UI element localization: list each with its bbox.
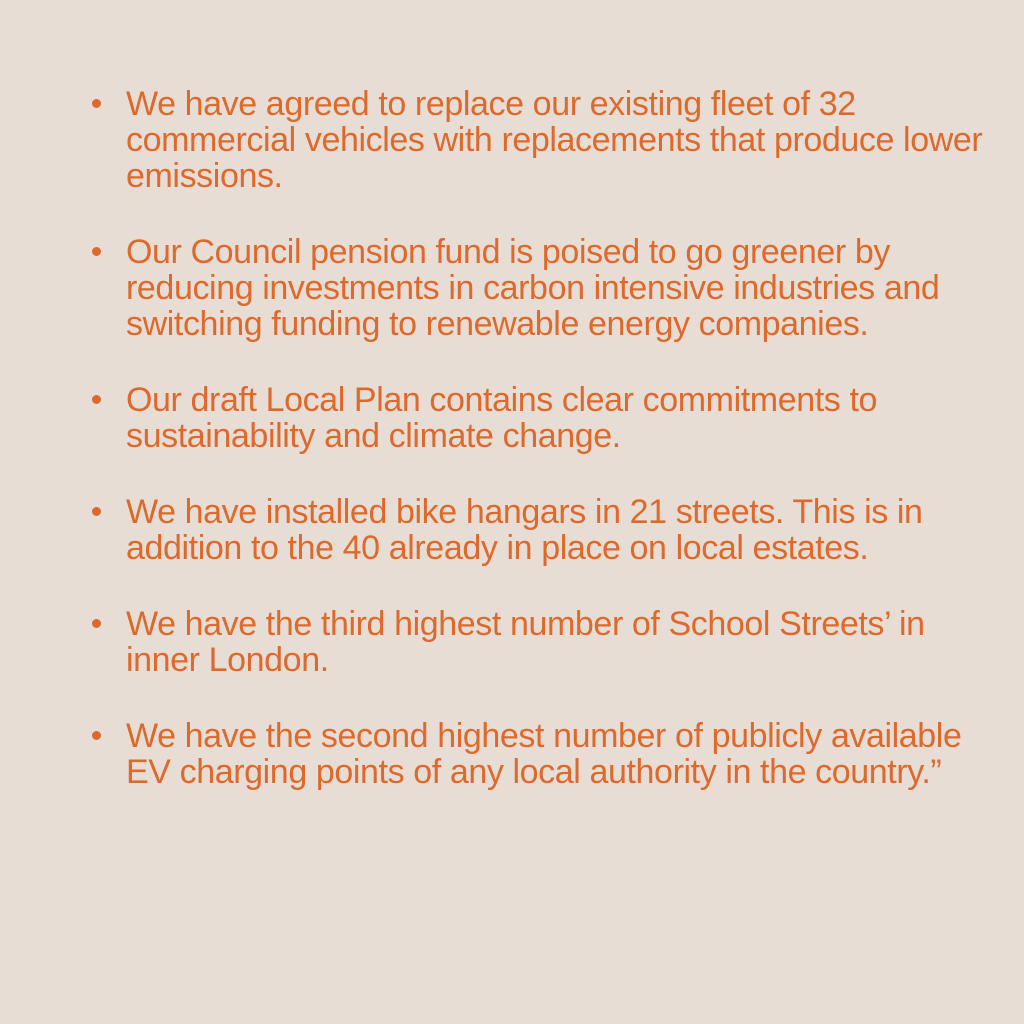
bullet-text: Our Council pension fund is poised to go greener by reducing investments in carbon intensive industries and switching funding to renewable energy companies. bbox=[126, 233, 940, 343]
list-item bbox=[86, 494, 984, 566]
bullet-text: Our draft Local Plan contains clear commitments to sustainability and climate change. bbox=[126, 381, 877, 455]
list-item bbox=[86, 718, 984, 790]
bullet-dot-icon bbox=[92, 395, 101, 404]
list-item bbox=[86, 606, 984, 678]
bullet-text: We have the second highest number of publicly available EV charging points of any local authority in the country.” bbox=[126, 717, 962, 791]
list-item bbox=[86, 382, 984, 454]
bullet-dot-icon bbox=[92, 247, 101, 256]
bullet-list bbox=[86, 86, 984, 790]
bullet-dot-icon bbox=[92, 619, 101, 628]
bullet-text: We have installed bike hangars in 21 streets. This is in addition to the 40 already in place on local estates. bbox=[126, 493, 923, 567]
bullet-dot-icon bbox=[92, 731, 101, 740]
bullet-dot-icon bbox=[92, 99, 101, 108]
list-item bbox=[86, 86, 984, 194]
bullet-dot-icon bbox=[92, 507, 101, 516]
bullet-text: We have agreed to replace our existing fleet of 32 commercial vehicles with replacements that produce lower emissions. bbox=[126, 85, 983, 195]
list-item bbox=[86, 234, 984, 342]
bullet-text: We have the third highest number of School Streets’ in inner London. bbox=[126, 605, 925, 679]
